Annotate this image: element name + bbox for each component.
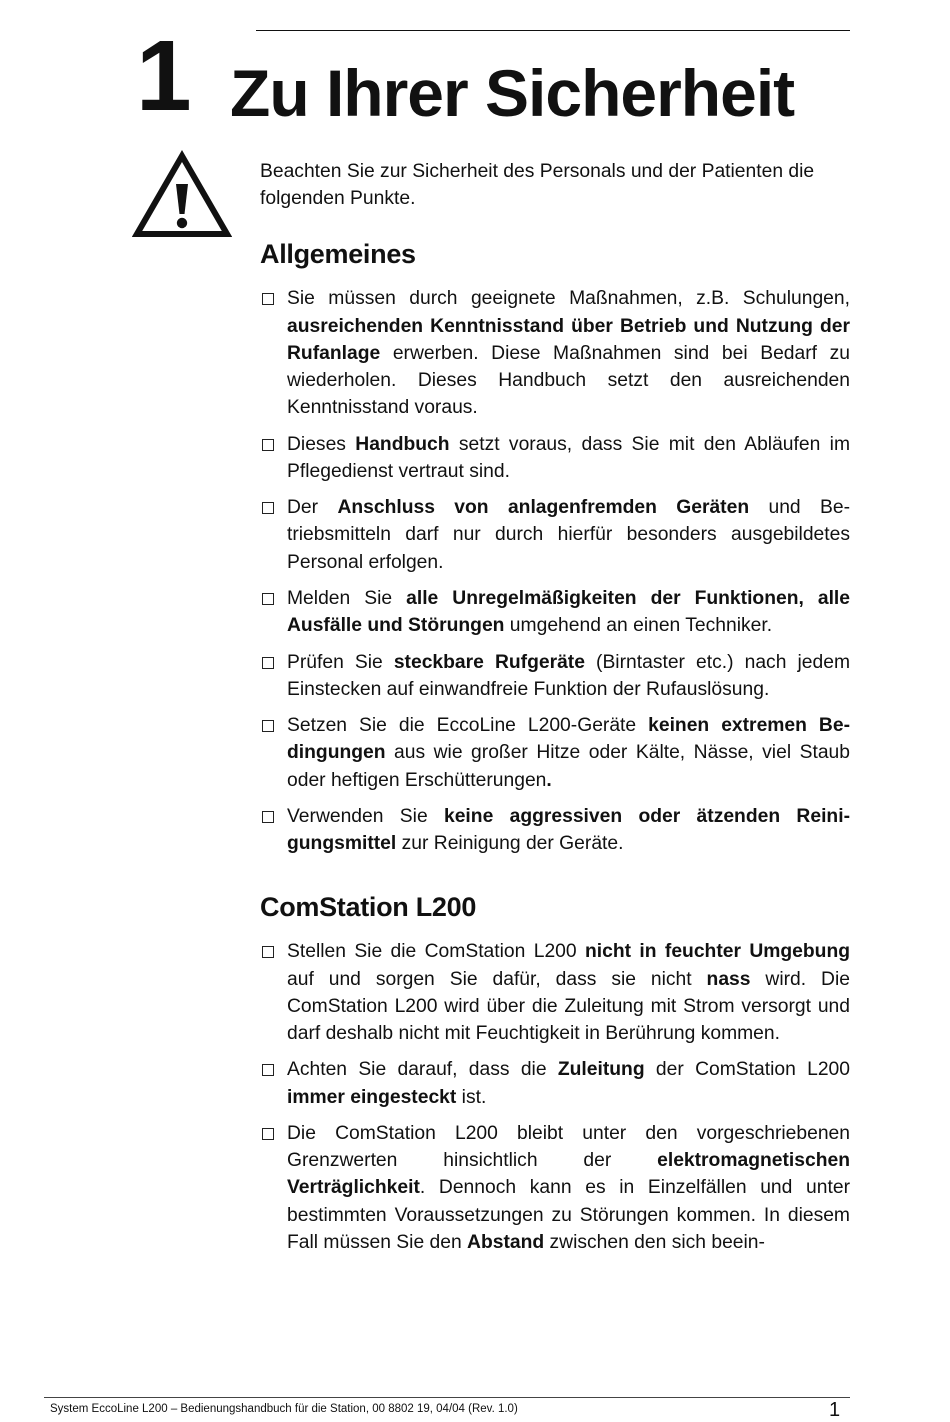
checkbox-bullet-icon	[262, 293, 274, 305]
emphasized-text: Anschluss von anlagenfremden Geräten	[337, 497, 750, 519]
checkbox-bullet-icon	[262, 946, 274, 958]
list-item	[260, 585, 850, 639]
list-item-text: Setzen Sie die EccoLine L200-Geräte keinen extremen Bedingungen aus wie großer Hitze oder Kälte, Nässe, viel Staub oder heftigen Erschütterungen.	[287, 715, 850, 791]
checkbox-bullet-icon	[262, 1064, 274, 1076]
list-item	[260, 431, 850, 485]
checkbox-bullet-icon	[262, 439, 274, 451]
footer-text: System EccoLine L200 – Bedienungshandbuch für die Station, 00 8802 19, 04/04 (Rev. 1.0)	[50, 1403, 518, 1415]
section-heading-allgemeines: Allgemeines	[260, 239, 416, 270]
list-item	[260, 1056, 850, 1110]
list-item	[260, 1120, 850, 1256]
header-rule	[256, 30, 850, 31]
list-item	[260, 803, 850, 857]
emphasized-text: alle Unregelmäßigkeiten der Funktionen, alle Ausfälle und Störungen	[287, 588, 851, 637]
emphasized-text: steckbare Rufgeräte	[393, 651, 585, 673]
bullet-list-comstation	[260, 938, 850, 1256]
list-item	[260, 649, 850, 703]
list-item-text: Achten Sie darauf, dass die Zuleitung der ComStation L200 immer eingesteckt ist.	[287, 1059, 850, 1108]
list-item-text: Sie müssen durch geeignete Maßnahmen, z.B. Schulungen, ausreichenden Kenntnisstand über Betrieb und Nutzung der Rufanlage erwerben. Diese Maßnahmen sind bei Bedarf zu wiederholen. Dieses Handbuch setzt den ausreichenden Kenntnisstand voraus.	[287, 288, 850, 419]
checkbox-bullet-icon	[262, 657, 274, 669]
emphasized-text: immer eingesteckt	[287, 1086, 457, 1108]
checkbox-bullet-icon	[262, 1128, 274, 1140]
footer-rule	[44, 1397, 850, 1398]
emphasized-text: Abstand	[467, 1231, 545, 1253]
checkbox-bullet-icon	[262, 811, 274, 823]
list-item-text: Melden Sie alle Unregelmäßigkeiten der Funktionen, alle Ausfälle und Störungen umgehend an einen Techniker.	[287, 588, 851, 637]
list-item	[260, 712, 850, 794]
list-item-text: Stellen Sie die ComStation L200 nicht in feuchter Umgebung auf und sorgen Sie dafür, dass sie nicht nass wird. Die ComStation L200 wird über die Zuleitung mit Strom versorgt und darf deshalb nicht mit Feuchtigkeit in Berührung kommen.	[287, 941, 851, 1044]
list-item-text: Dieses Handbuch setzt voraus, dass Sie mit den Abläufen im Pflegedienst vertraut sind.	[287, 433, 851, 482]
emphasized-text: elektromagnetischen Verträglichkeit	[287, 1150, 850, 1199]
list-item-text: Prüfen Sie steckbare Rufgeräte (Birntaster etc.) nach jedem Einstecken auf einwandfreie Funktion der Rufauslösung.	[287, 651, 851, 700]
warning-triangle-icon	[132, 150, 232, 240]
emphasized-text: Zuleitung	[557, 1059, 645, 1081]
section-heading-comstation: ComStation L200	[260, 892, 477, 923]
main-content	[260, 158, 850, 1265]
emphasized-text: Handbuch	[355, 433, 450, 455]
emphasized-text: nicht in feuchter Umgebung	[584, 941, 851, 963]
emphasized-text: keine aggressiven oder ätzenden Reinigungsmittel	[287, 805, 850, 855]
chapter-number: 1	[136, 20, 190, 132]
emphasized-text: .	[546, 769, 552, 791]
list-item	[260, 285, 850, 421]
bullet-list-allgemeines	[260, 285, 850, 857]
checkbox-bullet-icon	[262, 502, 274, 514]
list-item-text: Verwenden Sie keine aggressiven oder ätzenden Reinigungsmittel zur Reinigung der Geräte.	[287, 805, 850, 855]
list-item	[260, 938, 850, 1047]
list-item-text: Der Anschluss von anlagenfremden Geräten und Betriebsmitteln darf nur durch hierfür besonders ausgebildetes Personal erfolgen.	[287, 497, 850, 573]
intro-paragraph: Beachten Sie zur Sicherheit des Personals und der Patienten die folgenden Punkte.	[260, 161, 815, 210]
emphasized-text: ausreichenden Kenntnisstand über Betrieb und Nutzung der Rufanlage	[287, 315, 850, 364]
chapter-title: Zu Ihrer Sicherheit	[230, 56, 795, 130]
list-item-text: Die ComStation L200 bleibt unter den vorgeschriebenen Grenzwerten hinsichtlich der elektromagnetischen Verträglichkeit. Dennoch kann es in Einzelfällen und unter bestimmten Voraussetzungen zu Störungen kommen. In diesem Fall müssen Sie den Abstand zwischen den sich beein-	[287, 1122, 850, 1253]
list-item	[260, 494, 850, 576]
emphasized-text: nass	[706, 968, 751, 990]
emphasized-text: keinen extremen Bedingungen	[287, 715, 850, 764]
checkbox-bullet-icon	[262, 593, 274, 605]
page-number: 1	[829, 1399, 841, 1421]
checkbox-bullet-icon	[262, 720, 274, 732]
